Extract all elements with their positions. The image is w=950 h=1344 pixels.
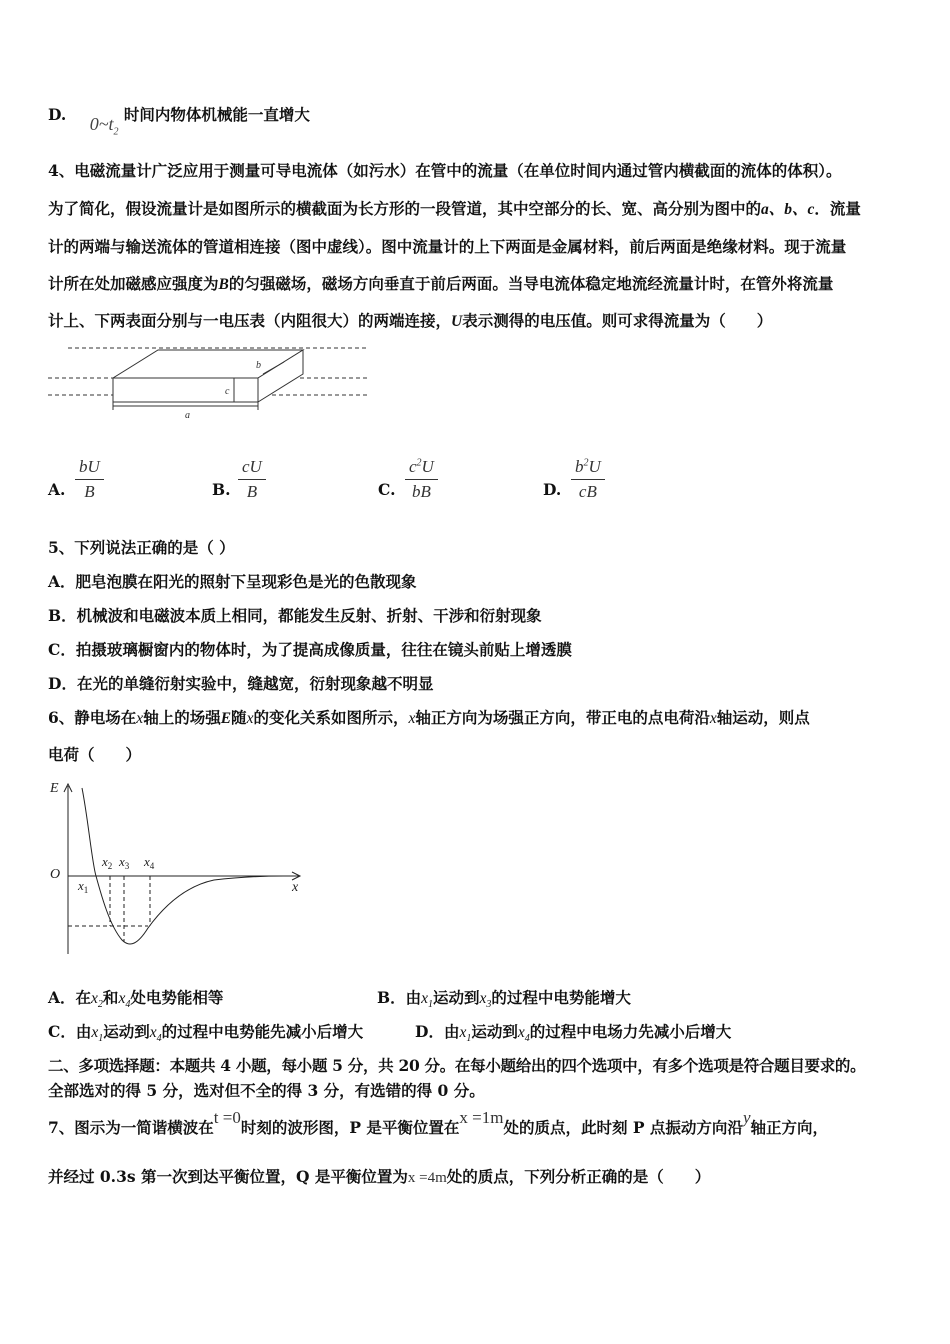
axis-label-x: x: [292, 880, 299, 895]
option-label: D.: [543, 480, 562, 499]
fig-label-b: b: [256, 360, 261, 371]
fig-label-a: a: [185, 410, 190, 420]
q4-line-1: 4、电磁流量计广泛应用于测量可导电流体（如污水）在管中的流量（在单位时间内通过管内横截面的流体的体积）。: [48, 161, 842, 180]
q5-option-a[interactable]: A．肥皂泡膜在阳光的照射下呈现彩色是光的色散现象: [48, 572, 417, 591]
time-range-math: $0\sim t_2$: [89, 114, 119, 138]
flow-meter-figure: [48, 340, 378, 420]
axis-label-e: E: [50, 781, 59, 796]
q6-option-b[interactable]: B．由$x_1$运动到$x_3$的过程中电势能增大: [377, 988, 631, 1011]
option-text: 时间内物体机械能一直增大: [123, 105, 310, 124]
q4-line-5: 计上、下两表面分别与一电压表（内阻很大）的两端连接，U表示测得的电压值。则可求得流量为（ ）: [48, 311, 773, 330]
section2-heading-line-2: 全部选对的得 5 分，选对但不全的得 3 分，有选错的得 0 分。: [48, 1081, 485, 1100]
math-t0: t =0: [213, 1108, 241, 1127]
option-label: C.: [378, 480, 396, 499]
option-label: D.: [48, 105, 67, 124]
origin-label: O: [50, 867, 61, 882]
fig-label-c: c: [225, 386, 230, 397]
option-label: A.: [48, 480, 66, 499]
q3-option-d: [48, 104, 310, 138]
q7-line-1: 7、图示为一简谐横波在t =0时刻的波形图，P 是平衡位置在x =1m处的质点，此时刻 P 点振动方向沿y轴正方向，: [48, 1108, 828, 1137]
math-y: y: [742, 1108, 751, 1127]
tick-x3: $x_3$: [119, 854, 130, 871]
e-x-graph: [44, 778, 314, 958]
math-x1m: x =1m: [459, 1108, 504, 1127]
q4-line-2: 为了简化，假设流量计是如图所示的横截面为长方形的一段管道，其中空部分的长、宽、高分别为图中的a、b、c．流量: [48, 199, 861, 218]
tick-x1: $x_1$: [78, 878, 89, 895]
fraction: cU B: [238, 457, 266, 502]
q6-stem-line-1: 6、静电场在x轴上的场强E随x的变化关系如图所示，x轴正方向为场强正方向，带正电的点电荷沿x轴运动，则点: [48, 708, 810, 727]
q6-option-a[interactable]: A．在$x_2$和$x_4$处电势能相等: [48, 988, 224, 1011]
fraction: $c^2U$ bB: [405, 457, 438, 502]
tick-x4: $x_4$: [144, 854, 155, 871]
q4-line-4: 计所在处加磁感应强度为B的匀强磁场，磁场方向垂直于前后两面。当导电流体稳定地流经流量计时，在管外将流量: [48, 274, 834, 293]
option-label: B.: [212, 480, 231, 499]
section2-heading-line-1: 二、多项选择题：本题共 4 小题，每小题 5 分，共 20 分。在每小题给出的四个选项中，有多个选项是符合题目要求的。: [48, 1056, 866, 1075]
q5-option-c[interactable]: C．拍摄玻璃橱窗内的物体时，为了提高成像质量，往往在镜头前贴上增透膜: [48, 640, 572, 659]
q4-line-3: 计的两端与输送流体的管道相连接（图中虚线）。图中流量计的上下两面是金属材料，前后两面是绝缘材料。现于流量: [48, 237, 847, 256]
q5-stem: 5、下列说法正确的是（ ）: [48, 538, 235, 557]
q6-option-c[interactable]: C．由$x_1$运动到$x_4$的过程中电势能先减小后增大: [48, 1022, 364, 1045]
q7-line-2: 并经过 0.3s 第一次到达平衡位置，Q 是平衡位置为x =4m处的质点，下列分析正确的是（ ）: [48, 1167, 711, 1186]
tick-x2: $x_2$: [102, 854, 113, 871]
q6-stem-line-2: 电荷（ ）: [48, 745, 142, 764]
q5-option-b[interactable]: B．机械波和电磁波本质上相同，都能发生反射、折射、干涉和衍射现象: [48, 606, 542, 625]
fraction: bU B: [75, 457, 104, 502]
math-x4m: x =4m: [407, 1170, 447, 1186]
q6-option-d[interactable]: D．由$x_1$运动到$x_4$的过程中电场力先减小后增大: [415, 1022, 732, 1045]
fraction: $b^2U$ cB: [571, 457, 605, 502]
q5-option-d[interactable]: D．在光的单缝衍射实验中，缝越宽，衍射现象越不明显: [48, 674, 434, 693]
